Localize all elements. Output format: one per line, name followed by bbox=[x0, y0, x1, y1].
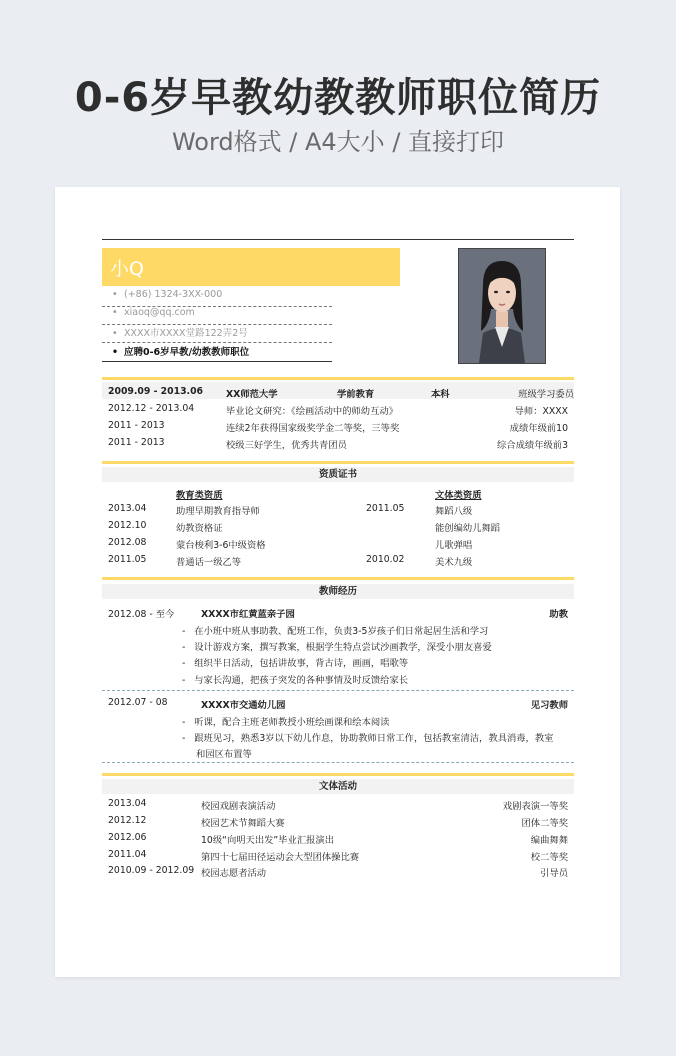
top-rule bbox=[102, 239, 574, 240]
cert-date: 2011.05 bbox=[366, 503, 405, 514]
job-bullet: - 设计游戏方案，撰写教案，根据学生特点尝试沙画教学，深受小朋友喜爱 bbox=[182, 642, 492, 653]
activity-date: 2011.04 bbox=[108, 849, 147, 860]
cert-name: 舞蹈八级 bbox=[435, 506, 473, 517]
job-period: 2012.08 - 至今 bbox=[108, 609, 175, 620]
email-text: xiaoq@qq.com bbox=[124, 307, 195, 318]
portrait-illustration bbox=[459, 249, 545, 363]
edu-degree: 本科 bbox=[431, 389, 450, 400]
address-text: XXXX市XXXX堂路122弄2号 bbox=[124, 328, 248, 339]
activities-heading: 文体活动 bbox=[102, 779, 574, 794]
edu-period: 2009.09 - 2013.06 bbox=[108, 386, 204, 397]
cert-name: 幼教资格证 bbox=[176, 523, 223, 534]
activity-event: 第四十七届田径运动会大型团体操比赛 bbox=[201, 852, 360, 863]
certs-band bbox=[102, 461, 574, 464]
job-bullet: - 组织半日活动，包括讲故事，背古诗，画画，唱歌等 bbox=[182, 658, 409, 669]
edu-row-extra: 导师：XXXX bbox=[514, 406, 568, 417]
job-divider bbox=[102, 762, 574, 763]
cert-name: 蒙台梭利3-6中级资格 bbox=[176, 540, 266, 551]
edu-row-date: 2011 - 2013 bbox=[108, 420, 165, 431]
job-bullet-continued: 和园区布置等 bbox=[196, 749, 252, 760]
experience-heading: 教师经历 bbox=[102, 584, 574, 599]
job-bullet: - 跟班见习，熟悉3岁以下幼儿作息，协助教师日常工作，包括教室清洁，教具消毒，教室 bbox=[182, 733, 554, 744]
activity-award: 引导员 bbox=[540, 868, 568, 879]
cert-date: 2011.05 bbox=[108, 554, 147, 565]
edu-row-desc: 校级三好学生，优秀共青团员 bbox=[226, 440, 347, 451]
bullet-text: 跟班见习，熟悉3岁以下幼儿作息，协助教师日常工作，包括教室清洁，教具消毒，教室 bbox=[194, 733, 554, 744]
activity-event: 校园艺术节舞蹈大赛 bbox=[201, 818, 285, 829]
activity-date: 2012.12 bbox=[108, 815, 147, 826]
certs-heading: 资质证书 bbox=[102, 467, 574, 482]
edu-row-desc: 连续2年获得国家级奖学金二等奖，三等奖 bbox=[226, 423, 400, 434]
activities-band bbox=[102, 773, 574, 776]
activity-award: 戏剧表演一等奖 bbox=[502, 801, 568, 812]
cert-name: 儿歌弹唱 bbox=[435, 540, 473, 551]
job-role: 助教 bbox=[549, 609, 568, 620]
cert-date: 2012.10 bbox=[108, 520, 147, 531]
edu-row-desc: 毕业论文研究：《绘画活动中的师幼互动》 bbox=[226, 406, 398, 417]
job-divider bbox=[102, 690, 574, 691]
activity-event: 校园志愿者活动 bbox=[201, 868, 267, 879]
job-objective: • 应聘0-6岁早教/幼教教师职位 bbox=[102, 344, 332, 362]
activity-date: 2010.09 - 2012.09 bbox=[108, 865, 195, 876]
contact-phone: • (+86) 1324-3XX-000 bbox=[102, 289, 332, 307]
job-org: XXXX市红黄蓝亲子园 bbox=[201, 609, 295, 620]
cert-date: 2013.04 bbox=[108, 503, 147, 514]
bullet-text: 组织半日活动，包括讲故事，背古诗，画画，唱歌等 bbox=[194, 658, 409, 669]
cert-name: 能创编幼儿舞蹈 bbox=[435, 523, 501, 534]
job-bullet: - 与家长沟通，把孩子突发的各种事情及时反馈给家长 bbox=[182, 675, 409, 686]
bullet-text: 与家长沟通，把孩子突发的各种事情及时反馈给家长 bbox=[194, 675, 409, 686]
cert-name: 美术九级 bbox=[435, 557, 473, 568]
contact-email: • xiaoq@qq.com bbox=[102, 307, 332, 325]
experience-band bbox=[102, 577, 574, 580]
resume-sheet bbox=[55, 187, 620, 977]
page-title: 0-6岁早教幼教教师职位简历 bbox=[74, 75, 602, 121]
cert-date: 2012.08 bbox=[108, 537, 147, 548]
activity-date: 2013.04 bbox=[108, 798, 147, 809]
edu-row-extra: 成绩年级前10 bbox=[509, 423, 568, 434]
activity-date: 2012.06 bbox=[108, 832, 147, 843]
objective-text: 应聘0-6岁早教/幼教教师职位 bbox=[124, 347, 250, 358]
bullet-text: 听课，配合主班老师教授小班绘画课和绘本阅读 bbox=[194, 717, 390, 728]
job-org: XXXX市交通幼儿园 bbox=[201, 700, 286, 711]
activity-event: 10级“向明天出发”毕业汇报演出 bbox=[201, 835, 335, 846]
name-banner bbox=[102, 248, 400, 286]
bullet-text: 在小班中班从事助教、配班工作，负责3-5岁孩子们日常起居生活和学习 bbox=[194, 626, 489, 637]
education-band bbox=[102, 377, 574, 380]
job-bullet: - 在小班中班从事助教、配班工作，负责3-5岁孩子们日常起居生活和学习 bbox=[182, 626, 489, 637]
activity-award: 校二等奖 bbox=[530, 852, 568, 863]
candidate-name: 小Q bbox=[110, 258, 144, 280]
edu-row-extra: 综合成绩年级前3 bbox=[497, 440, 568, 451]
contact-address: • XXXX市XXXX堂路122弄2号 bbox=[102, 325, 332, 343]
certs-left-title: 教育类资质 bbox=[176, 490, 223, 501]
activity-award: 编曲舞舞 bbox=[530, 835, 568, 846]
cert-name: 助理早期教育指导师 bbox=[176, 506, 260, 517]
page-subtitle: Word格式 / A4大小 / 直接打印 bbox=[171, 128, 505, 156]
edu-school: XX师范大学 bbox=[226, 389, 278, 400]
job-role: 见习教师 bbox=[530, 700, 568, 711]
activity-event: 校园戏剧表演活动 bbox=[201, 801, 276, 812]
cert-name: 普通话一级乙等 bbox=[176, 557, 242, 568]
edu-major: 学前教育 bbox=[337, 389, 375, 400]
activity-award: 团体二等奖 bbox=[521, 818, 568, 829]
phone-text: (+86) 1324-3XX-000 bbox=[124, 289, 223, 300]
edu-role: 班级学习委员 bbox=[518, 389, 574, 400]
edu-row-date: 2012.12 - 2013.04 bbox=[108, 403, 195, 414]
job-bullet: - 听课，配合主班老师教授小班绘画课和绘本阅读 bbox=[182, 717, 390, 728]
certs-right-title: 文体类资质 bbox=[435, 490, 482, 501]
edu-row-date: 2011 - 2013 bbox=[108, 437, 165, 448]
job-period: 2012.07 - 08 bbox=[108, 697, 168, 708]
cert-date: 2010.02 bbox=[366, 554, 405, 565]
profile-photo bbox=[458, 248, 546, 364]
bullet-text: 设计游戏方案，撰写教案，根据学生特点尝试沙画教学，深受小朋友喜爱 bbox=[194, 642, 492, 653]
